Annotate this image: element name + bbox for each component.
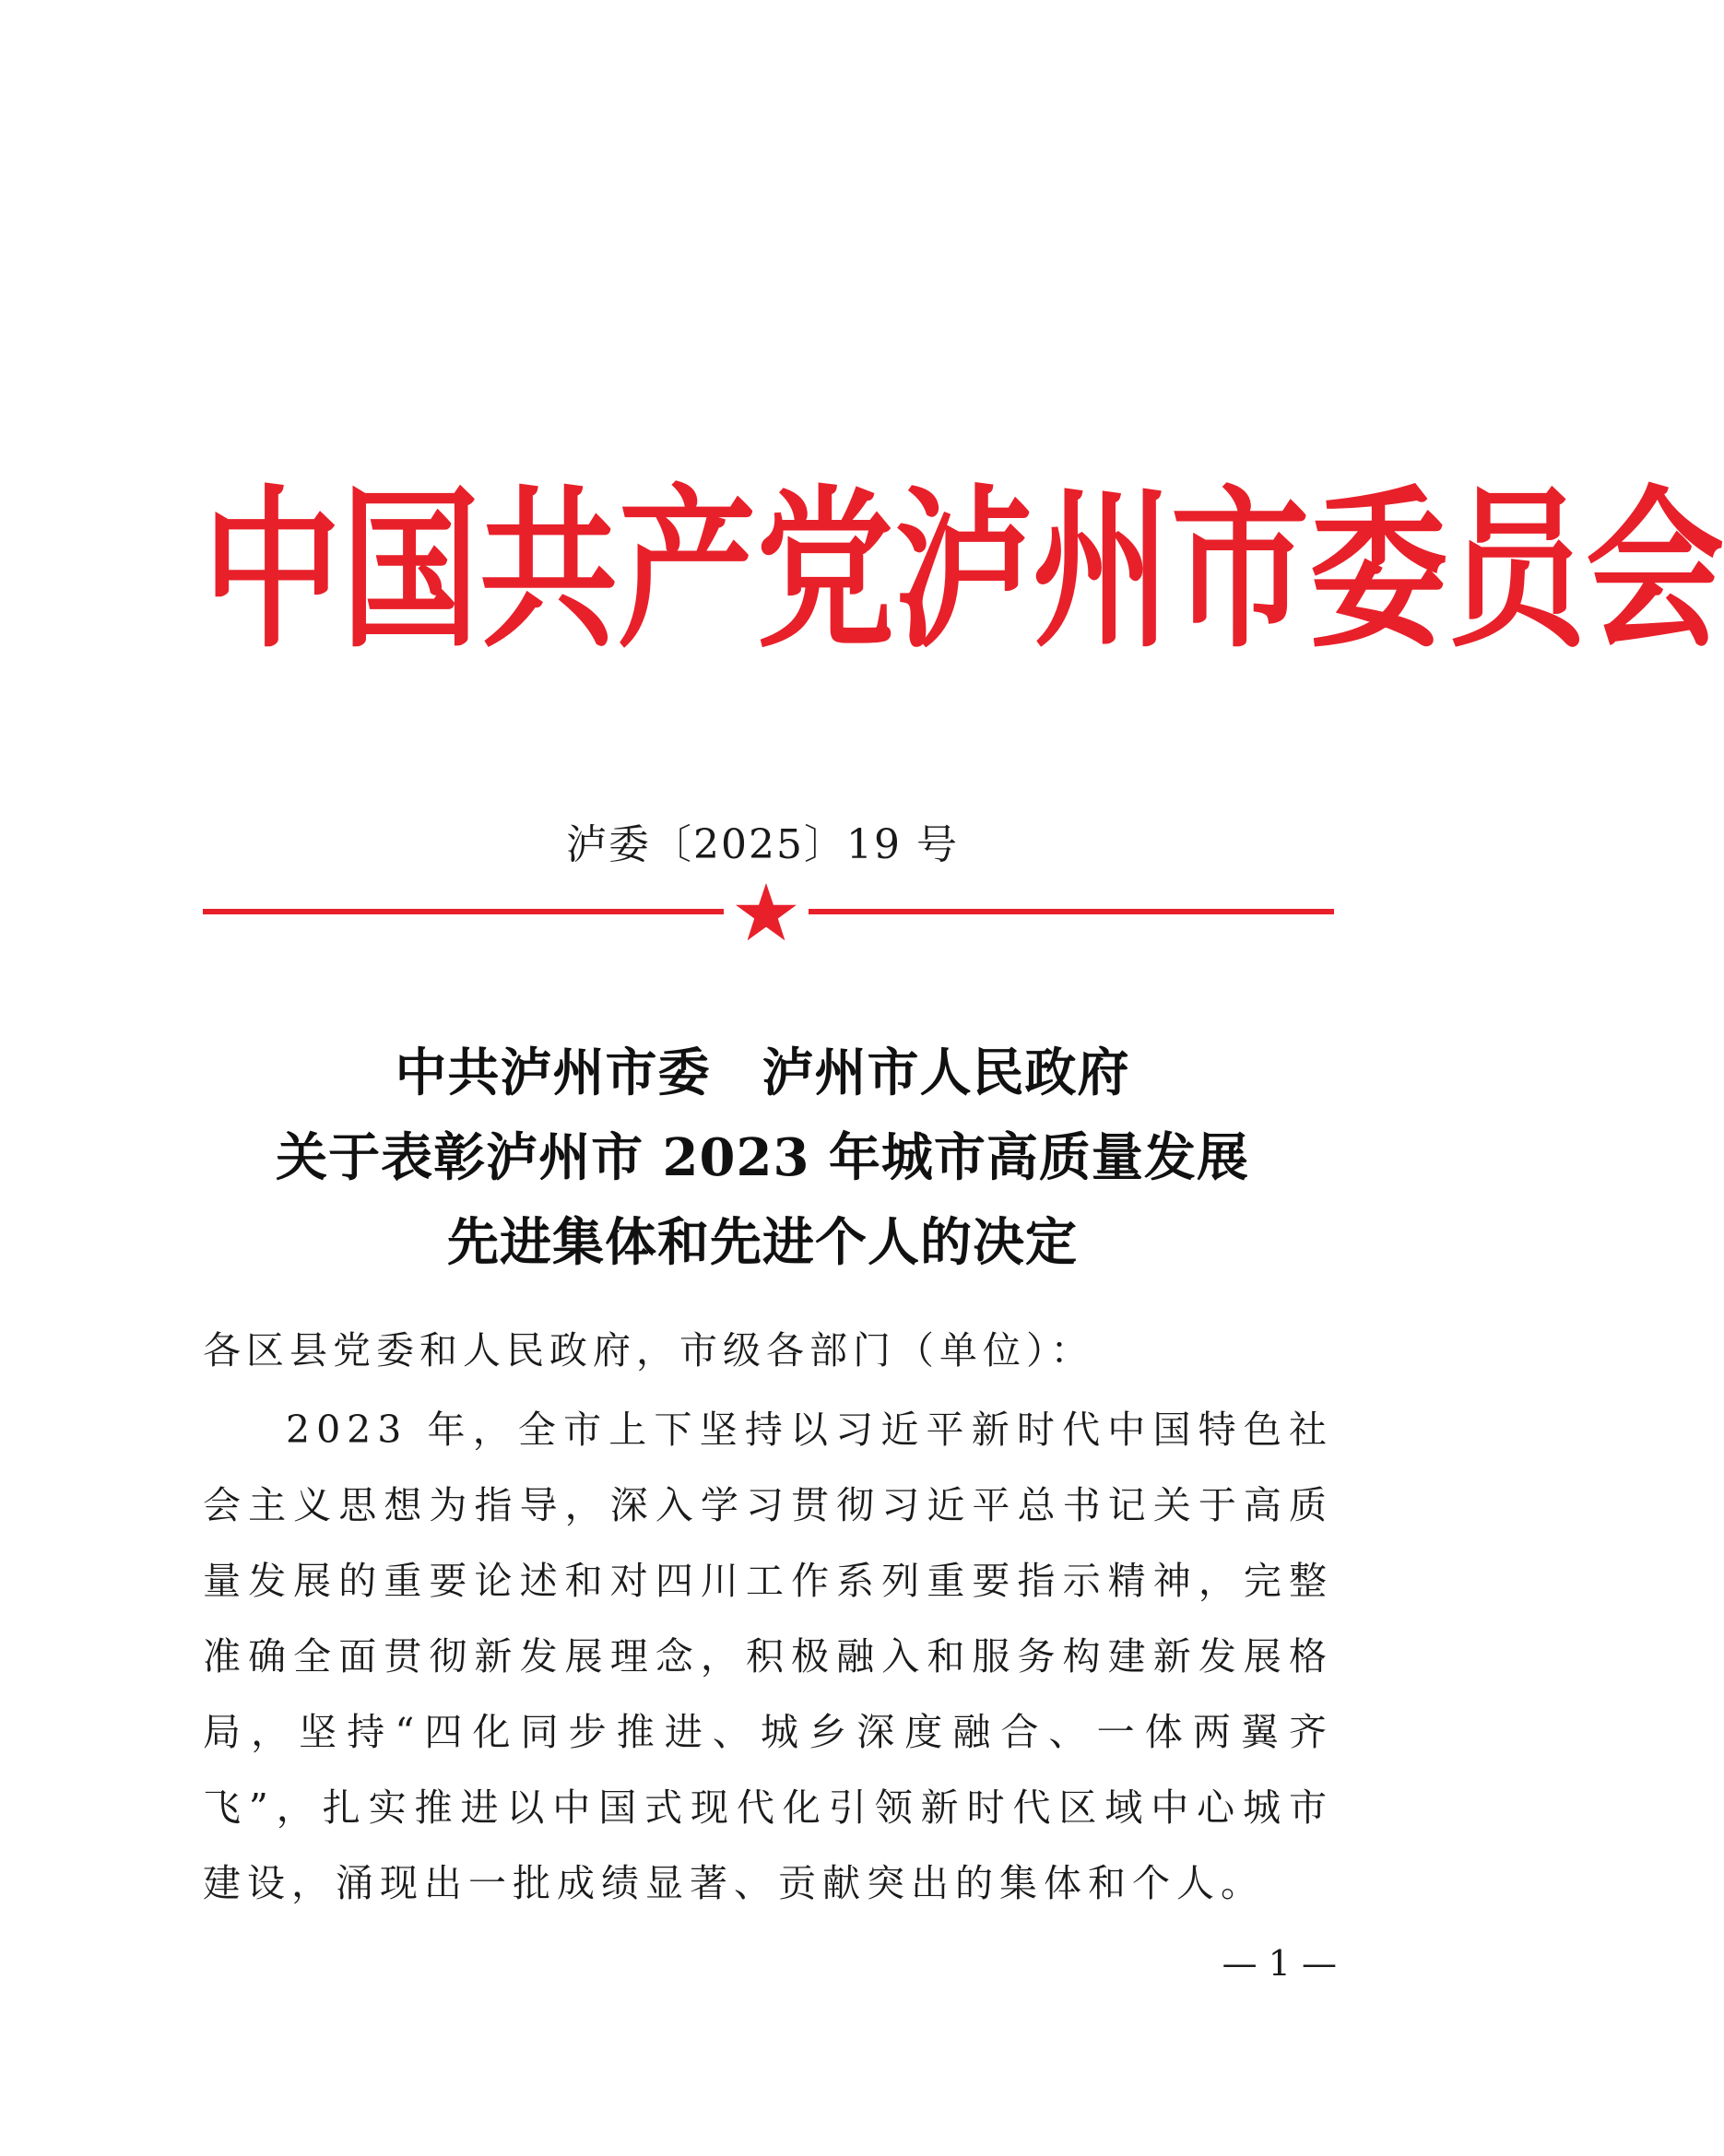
- divider-line-right: [809, 909, 1334, 914]
- masthead-title: [203, 471, 1724, 672]
- masthead-char: 市: [1171, 471, 1310, 672]
- body-paragraph: 2023 年，全市上下坚持以习近平新时代中国特色社会主义思想为指导，深入学习贯彻习近平总书记关于高质量发展的重要论述和对四川工作系列重要指示精神，完整准确全面贯彻新发展理念，积极融入和服务构建新发展格局，坚持“四化同步推进、城乡深度融合、一体两翼齐飞”，扎实推进以中国式现代化引领新时代区域中心城市建设，涌现出一批成绩显著、贡献突出的集体和个人。: [203, 1408, 1333, 1905]
- document-title-line-2: 关于表彰泸州市 2023 年城市高质量发展: [276, 1127, 1249, 1188]
- masthead-char: 共: [479, 471, 619, 672]
- red-star-icon: [735, 883, 797, 942]
- issuer-party-committee: 中共泸州市委: [395, 1043, 711, 1103]
- masthead-char: 党: [756, 471, 895, 672]
- masthead-char: 会: [1586, 471, 1724, 672]
- issuer-government: 泸州市人民政府: [762, 1043, 1130, 1103]
- masthead-char: 中: [203, 471, 342, 672]
- masthead-char: 国: [341, 471, 480, 672]
- masthead-char: 泸: [894, 471, 1033, 672]
- divider-line-left: [203, 909, 724, 914]
- masthead-char: 委: [1309, 471, 1448, 672]
- addressee: 各区县党委和人民政府，市级各部门（单位）：: [203, 1328, 1094, 1373]
- masthead-char: 产: [618, 471, 757, 672]
- document-title-line-1: [0, 1032, 1525, 1106]
- masthead-char: 员: [1447, 471, 1587, 672]
- page-number: — 1 —: [1222, 1943, 1337, 1984]
- document-number: 泸委〔2025〕19 号: [566, 821, 959, 868]
- document-title-line-3: 先进集体和先进个人的决定: [447, 1212, 1078, 1273]
- masthead-char: 州: [1033, 471, 1172, 672]
